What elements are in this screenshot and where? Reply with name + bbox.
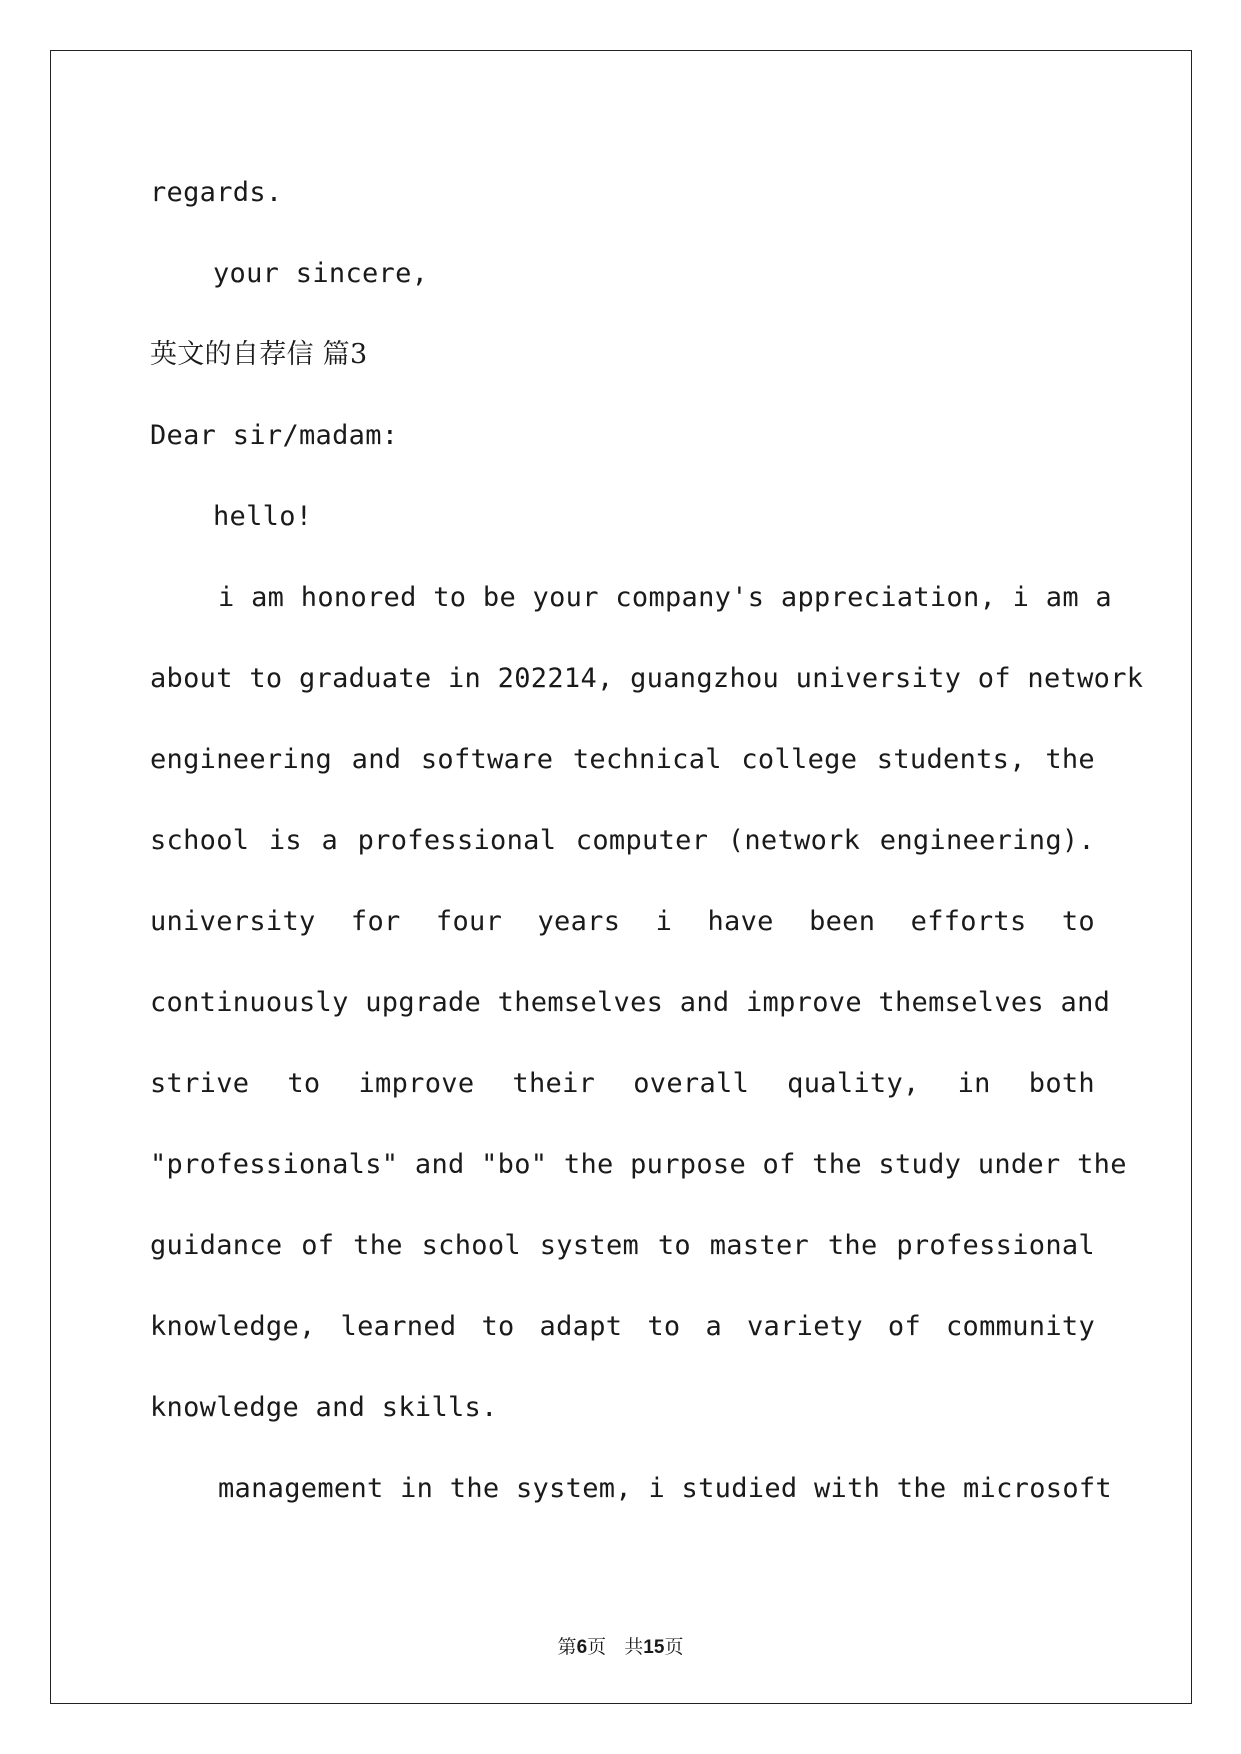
greeting: hello! <box>213 501 313 532</box>
footer-total-prefix: 共 <box>624 1636 644 1658</box>
current-page-number: 6 <box>576 1637 588 1658</box>
paragraph-line: continuously upgrade themselves and improve themselves and <box>150 987 1111 1018</box>
paragraph-line: management in the system, i studied with the microsoft <box>218 1473 1112 1504</box>
paragraph-line: strive to improve their overall quality, in both <box>150 1068 1095 1099</box>
paragraph-line: school is a professional computer (network engineering). <box>150 825 1095 856</box>
section-heading: 英文的自荐信 篇3 <box>150 339 368 370</box>
total-page-count: 15 <box>643 1637 665 1658</box>
paragraph-line: knowledge, learned to adapt to a variety of community <box>150 1311 1095 1342</box>
paragraph-line: university for four years i have been efforts to <box>150 906 1095 937</box>
page-border <box>50 50 1192 1704</box>
footer-total-suffix: 页 <box>664 1636 684 1658</box>
paragraph-line: about to graduate in 202214, guangzhou university of network <box>150 663 1144 694</box>
footer-page-suffix: 页 <box>587 1636 607 1658</box>
closing-line: your sincere, <box>213 258 429 289</box>
paragraph-line: guidance of the school system to master the professional <box>150 1230 1095 1261</box>
text-line: regards. <box>150 177 283 208</box>
salutation: Dear sir/madam: <box>150 420 399 451</box>
paragraph-line: engineering and software technical college students, the <box>150 744 1095 775</box>
paragraph-line: "professionals" and "bo" the purpose of the study under the <box>150 1149 1127 1180</box>
paragraph-line: knowledge and skills. <box>150 1392 498 1423</box>
page-footer <box>0 1632 1241 1659</box>
paragraph-line: i am honored to be your company's appreciation, i am a <box>218 582 1112 613</box>
footer-prefix: 第 <box>557 1636 577 1658</box>
